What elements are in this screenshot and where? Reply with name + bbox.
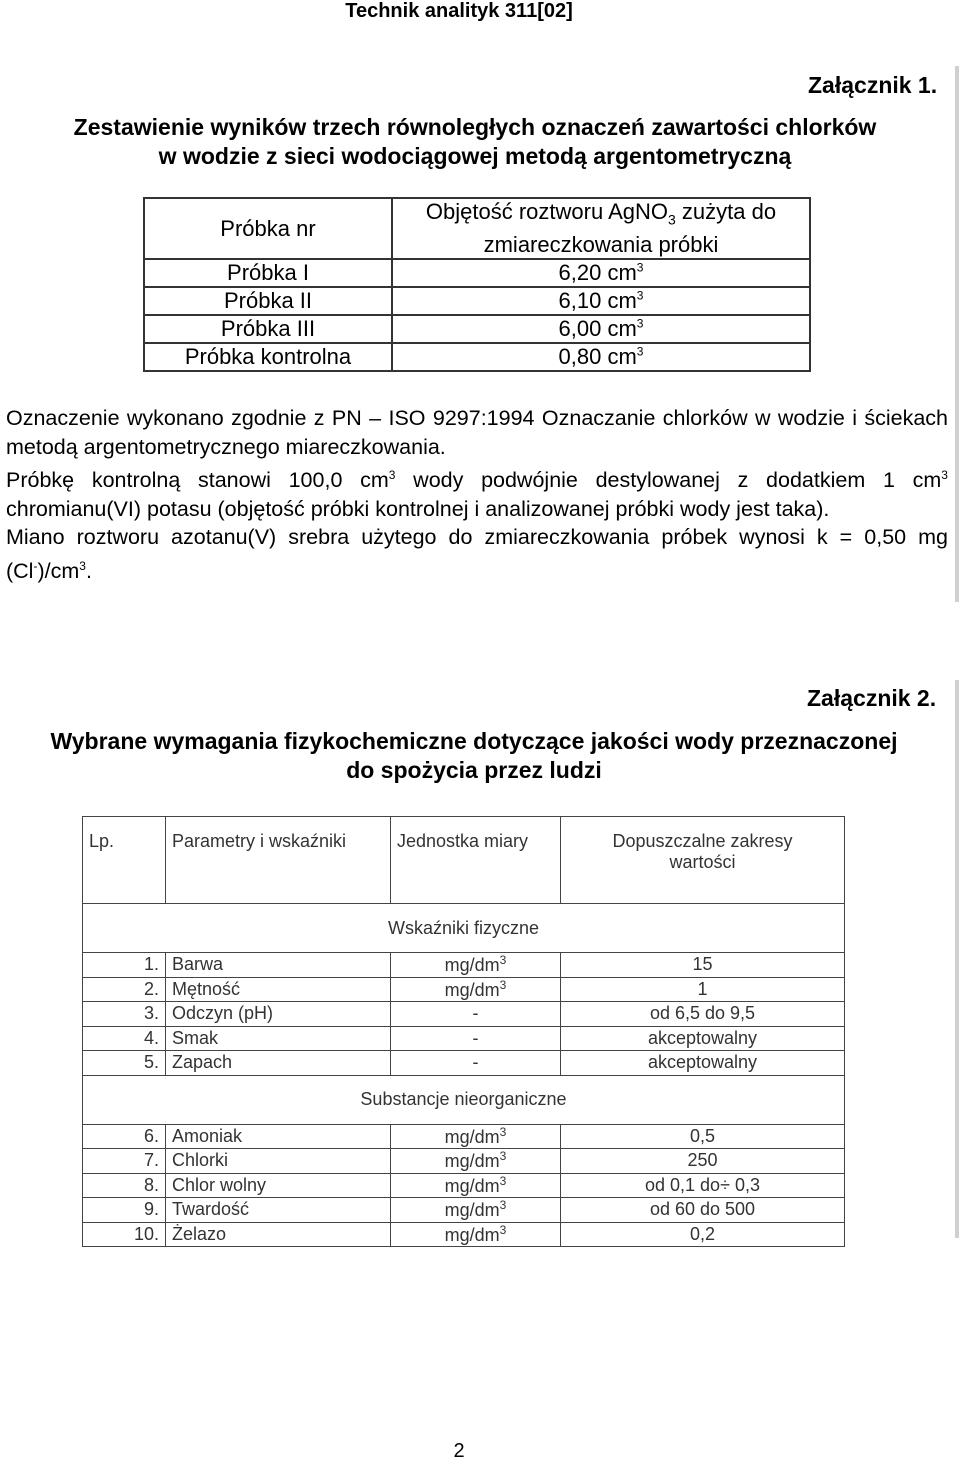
unit-text: - [472,1052,479,1073]
section-physical: Wskaźniki fizyczne [83,904,845,953]
note-titer [6,523,948,585]
row-unit [391,1051,561,1076]
parameter-row [83,1026,845,1051]
volume-value: 6,20 [558,260,602,286]
unit-sup: 3 [499,1149,507,1164]
row-unit [391,1149,561,1174]
parameter-row [83,1173,845,1198]
row-range: 1 [561,977,845,1002]
row-parameter: Żelazo [166,1222,391,1247]
unit-sup: 3 [499,977,507,992]
row-lp: 5. [83,1051,166,1076]
sample-volume [392,259,810,287]
row-lp: 6. [83,1124,166,1149]
row-parameter: Amoniak [166,1124,391,1149]
volume-value: 6,00 [558,316,602,342]
row-unit [391,1198,561,1223]
volume-unit-sup: 3 [636,317,644,332]
sample-row [144,315,810,343]
row-lp: 7. [83,1149,166,1174]
unit-text: mg/dm [444,1224,500,1245]
note2-sup1: 3 [388,468,396,482]
col-lp-header: Lp. [83,817,166,904]
note2-a: Próbkę kontrolną stanowi 100,0 cm [6,468,389,493]
parameter-row [83,1124,845,1149]
sample-volume [392,315,810,343]
sample-row [144,259,810,287]
parameter-row [83,953,845,978]
row-range: akceptowalny [561,1051,845,1076]
unit-sup: 3 [499,1173,507,1188]
unit-text: mg/dm [444,1175,500,1196]
volume-header-text2: zużyta do [675,199,777,224]
row-unit [391,1002,561,1027]
sample-row [144,343,810,371]
row-range: 15 [561,953,845,978]
row-range: od 0,1 do÷ 0,3 [561,1173,845,1198]
note3-sup-minus: - [33,558,38,573]
sample-volume [392,343,810,371]
water-requirements-table [82,816,845,1247]
attachment1-title-line1: Zestawienie wyników trzech równoległych oznaczeń zawartości chlorków [73,114,877,140]
note2-c: chromianu(VI) potasu (objętość próbki kontrolnej i analizowanej próbki wody jest taka). [6,496,830,521]
note3-b: )/cm [37,558,80,583]
row-lp: 2. [83,977,166,1002]
volume-unit-sup: 3 [636,261,644,276]
row-lp: 1. [83,953,166,978]
attachment2-title-line1: Wybrane wymagania fizykochemiczne dotyczące jakości wody przeznaczonej [50,728,898,754]
sample-name: Próbka kontrolna [144,343,392,371]
attachment1-label: Załącznik 1. [808,72,938,98]
note-control-sample [6,461,948,523]
row-unit [391,1124,561,1149]
volume-unit: cm [607,288,637,314]
range-header-line2: wartości [669,852,736,872]
row-range: akceptowalny [561,1026,845,1051]
row-parameter: Twardość [166,1198,391,1223]
row-parameter: Zapach [166,1051,391,1076]
unit-sup: 3 [499,1222,507,1237]
attachment2-label: Załącznik 2. [807,685,937,711]
page-header-title: Technik analityk 311[02] [345,0,573,22]
col-volume-header [392,198,810,259]
row-parameter: Barwa [166,953,391,978]
volume-unit-sup: 3 [636,345,644,360]
unit-text: mg/dm [444,1200,500,1221]
volume-header-text: Objętość roztworu AgNO [425,199,669,224]
unit-sup: 3 [499,1198,507,1213]
col-unit-header: Jednostka miary [391,817,561,904]
note3-sup3: 3 [79,558,86,573]
unit-sup: 3 [499,953,507,968]
row-unit [391,953,561,978]
row-lp: 10. [83,1222,166,1247]
chloride-results-table [143,197,811,372]
attachment1-title [20,113,930,171]
row-parameter: Odczyn (pH) [166,1002,391,1027]
volume-unit: cm [607,344,637,370]
row-unit [391,1026,561,1051]
row-parameter: Smak [166,1026,391,1051]
parameter-row [83,1051,845,1076]
unit-text: mg/dm [444,955,500,976]
col-range-header [561,817,845,904]
sample-name: Próbka I [144,259,392,287]
volume-value: 0,80 [558,344,602,370]
row-unit [391,1222,561,1247]
volume-header-sub: 3 [668,211,676,228]
volume-value: 6,10 [558,288,602,314]
unit-text: - [472,1003,479,1024]
note3-c: . [85,558,92,583]
unit-text: mg/dm [444,1126,500,1147]
row-range: od 6,5 do 9,5 [561,1002,845,1027]
attachment2-title-line2: do spożycia przez ludzi [346,757,602,783]
volume-unit: cm [607,316,637,342]
parameter-row [83,1149,845,1174]
sample-volume [392,287,810,315]
row-range: 0,2 [561,1222,845,1247]
row-parameter: Mętność [166,977,391,1002]
row-range: 250 [561,1149,845,1174]
row-range: od 60 do 500 [561,1198,845,1223]
unit-text: - [472,1027,479,1048]
volume-unit: cm [607,260,637,286]
section-inorganic: Substancje nieorganiczne [83,1075,845,1124]
scan-edge-line [955,66,959,602]
sample-row [144,287,810,315]
note3-a: Miano roztworu azotanu(V) srebra użytego do zmiareczkowania próbek wynosi k = 0,50 mg (Cl [6,525,948,583]
row-range: 0,5 [561,1124,845,1149]
row-lp: 4. [83,1026,166,1051]
row-lp: 3. [83,1002,166,1027]
row-lp: 8. [83,1173,166,1198]
row-parameter: Chlorki [166,1149,391,1174]
parameter-row [83,977,845,1002]
note2-sup2: 3 [941,468,948,482]
parameter-row [83,1198,845,1223]
unit-text: mg/dm [444,1151,500,1172]
row-unit [391,1173,561,1198]
col-param-header: Parametry i wskaźniki [166,817,391,904]
attachment2-title [8,727,940,785]
unit-sup: 3 [499,1124,507,1139]
attachment1-title-line2: w wodzie z sieci wodociągowej metodą argentometryczną [158,143,792,169]
note2-b: wody podwójnie destylowanej z dodatkiem 1 cm [395,468,942,493]
row-unit [391,977,561,1002]
parameter-row [83,1002,845,1027]
volume-header-line2: zmiareczkowania próbki [483,232,719,258]
sample-name: Próbka II [144,287,392,315]
sample-name: Próbka III [144,315,392,343]
col-sample-header: Próbka nr [144,198,392,259]
row-lp: 9. [83,1198,166,1223]
page-number: 2 [453,1440,465,1462]
note-standard: Oznaczenie wykonano zgodnie z PN – ISO 9297:1994 Oznaczanie chlorków w wodzie i ściekach metodą argentometrycznego miareczkowania. [6,406,948,459]
parameter-row [83,1222,845,1247]
row-parameter: Chlor wolny [166,1173,391,1198]
scan-edge-line-2 [955,680,959,1238]
volume-unit-sup: 3 [636,289,644,304]
range-header-line1: Dopuszczalne zakresy [612,831,793,851]
unit-text: mg/dm [444,979,500,1000]
attachment1-notes [6,404,948,585]
